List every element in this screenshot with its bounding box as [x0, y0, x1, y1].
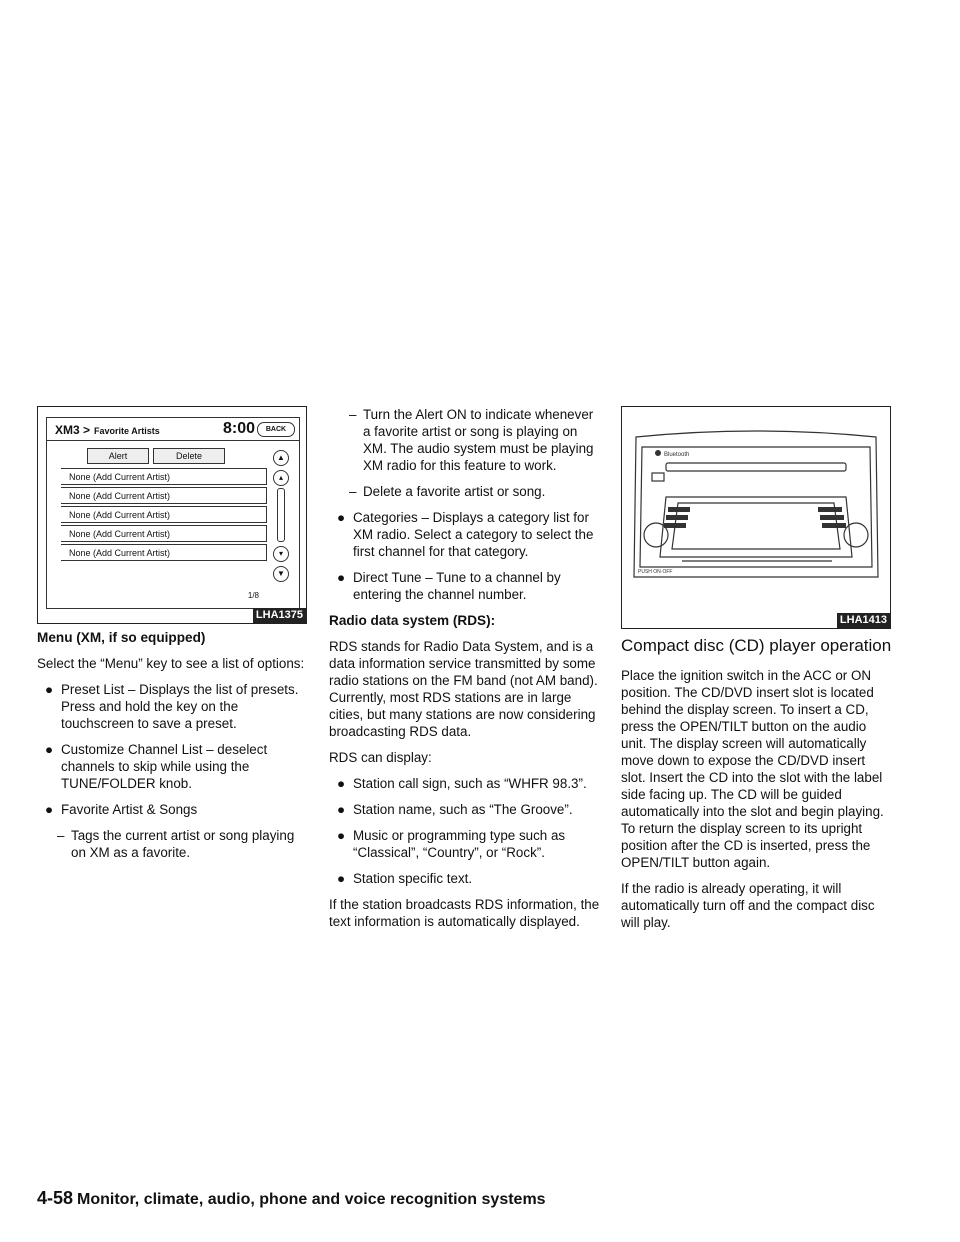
list-item: ● Station name, such as “The Groove”. [337, 802, 573, 817]
delete-button[interactable]: Delete [153, 448, 225, 464]
chapter-title: Monitor, climate, audio, phone and voice recognition systems [77, 1191, 546, 1208]
alert-button[interactable]: Alert [87, 448, 149, 464]
list-item: ● Music or programming type such as “Classical”, “Country”, or “Rock”. [337, 828, 566, 860]
paragraph: If the station broadcasts RDS information, the text information is automatically displayed. [329, 897, 600, 929]
bluetooth-label: Bluetooth [664, 452, 690, 458]
paragraph: RDS stands for Radio Data System, and is a data information service transmitted by some radio stations on the FM band (not AM band). Currently, most RDS stations are in large cities, but many stations are now considering broadcasting RDS data. [329, 639, 598, 739]
scrollbar[interactable] [277, 488, 285, 542]
figure-xm-favorite-artists [37, 406, 307, 624]
column-2 [329, 406, 601, 939]
back-button[interactable]: BACK [257, 422, 295, 437]
scroll-bottom-icon[interactable]: ▼ [273, 566, 289, 582]
screen-mock [46, 417, 300, 609]
list-item: ● Station call sign, such as “WHFR 98.3”. [337, 776, 587, 791]
section-heading-rds: Radio data system (RDS): [329, 613, 496, 628]
figure-audio-unit [621, 406, 891, 629]
audio-unit-illustration [622, 407, 890, 628]
section-heading-cd: Compact disc (CD) player operation [621, 636, 892, 655]
list-item: ● Station specific text. [337, 871, 473, 886]
list-item[interactable]: None (Add Current Artist) [61, 487, 267, 504]
section-heading-menu: Menu (XM, if so equipped) [37, 630, 206, 645]
sub-list-item: – Delete a favorite artist or song. [349, 484, 546, 499]
column-3 [621, 406, 893, 940]
list-item[interactable]: None (Add Current Artist) [61, 506, 267, 523]
scroll-top-icon[interactable]: ▲ [273, 450, 289, 466]
scroll-up-icon[interactable]: ▴ [273, 470, 289, 486]
list-item: ● Customize Channel List – deselect channels to skip while using the TUNE/FOLDER knob. [45, 742, 268, 791]
screen-time: 8:00 [222, 420, 255, 437]
paragraph: RDS can display: [329, 750, 432, 765]
column-1 [37, 406, 309, 870]
page-indicator: 1/8 [247, 591, 259, 600]
scroll-down-icon[interactable]: ▾ [273, 546, 289, 562]
screen-header [47, 418, 299, 441]
screen-title: XM3 > Favorite Artists [55, 423, 160, 437]
list-item: ● Direct Tune – Tune to a channel by entering the channel number. [337, 570, 561, 602]
sub-list-item: – Tags the current artist or song playing on XM as a favorite. [57, 828, 295, 860]
sub-list-item: – Turn the Alert ON to indicate whenever a favorite artist or song is playing on XM. The audio system must be playing XM radio for this feature to work. [349, 407, 594, 473]
list-item: ● Categories – Displays a category list for XM radio. Select a category to select the first channel for that category. [337, 510, 594, 559]
screen-subtitle: Favorite Artists [94, 426, 160, 436]
list-item: ● Preset List – Displays the list of presets. Press and hold the key on the touchscreen to save a preset. [45, 682, 299, 731]
paragraph: Select the “Menu” key to see a list of options: [37, 656, 305, 671]
figure-label: LHA1413 [837, 613, 890, 628]
power-knob-label: PUSH ON·OFF [638, 569, 673, 575]
paragraph: Place the ignition switch in the ACC or ON position. The CD/DVD insert slot is located behind the display screen. To insert a CD, press the OPEN/TILT button on the audio unit. The display screen will automatically move down to expose the CD/DVD insert slot. Insert the CD into the slot with the label side facing up. The CD will be guided automatically into the slot and begin playing. To return the display screen to its upright position after the CD is inserted, press the OPEN/TILT button again. [621, 668, 884, 870]
paragraph: If the radio is already operating, it will automatically turn off and the compact disc will play. [621, 881, 875, 930]
list-item: ● Favorite Artist & Songs [45, 802, 198, 817]
page-footer [37, 1188, 546, 1209]
list-item[interactable]: None (Add Current Artist) [61, 468, 267, 485]
page-number: 4-58 [37, 1188, 74, 1208]
bluetooth-icon [655, 450, 661, 456]
figure-label: LHA1375 [253, 608, 306, 623]
list-item[interactable]: None (Add Current Artist) [61, 544, 267, 561]
list-item[interactable]: None (Add Current Artist) [61, 525, 267, 542]
